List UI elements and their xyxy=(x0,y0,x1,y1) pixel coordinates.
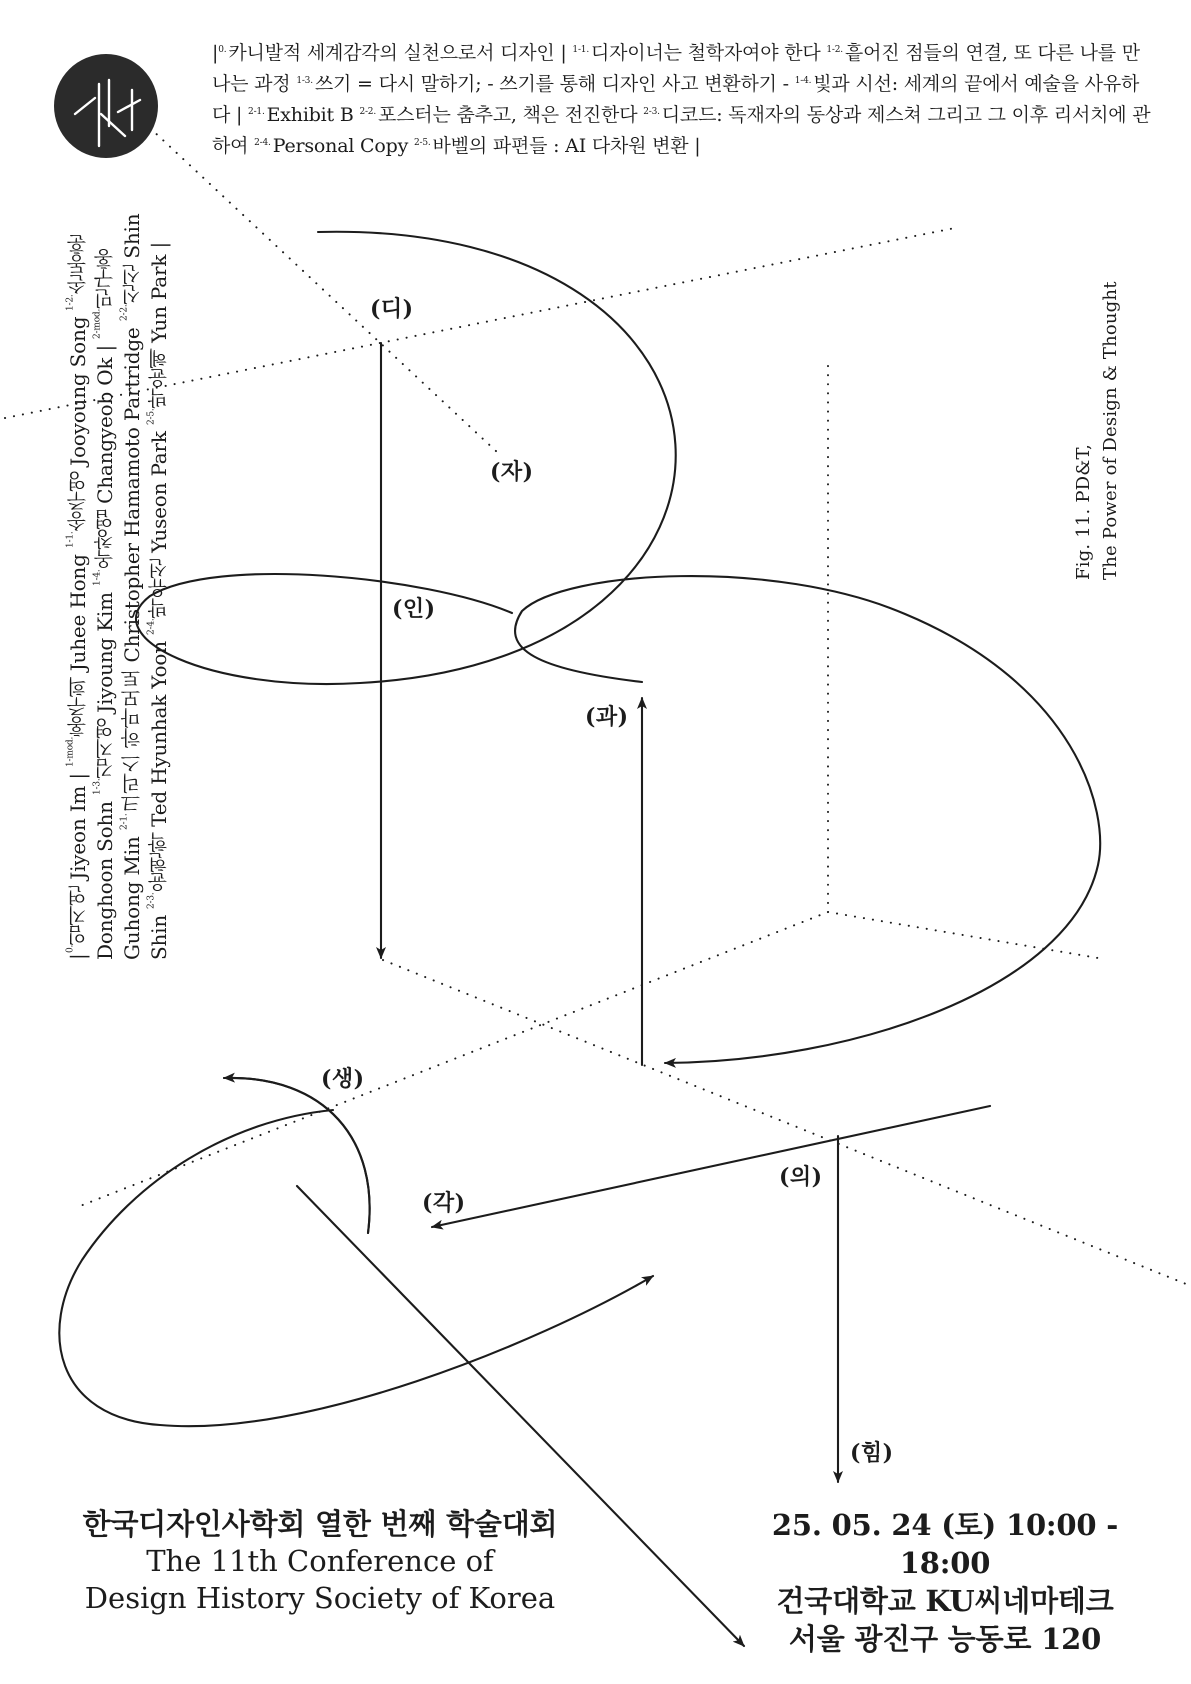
topic-text: 디자이너는 철학자여야 한다 xyxy=(590,42,821,64)
topic-item xyxy=(414,135,701,157)
word-him: (힘) xyxy=(850,1440,894,1466)
speaker-number: 1-1. xyxy=(65,531,76,549)
speaker-item xyxy=(66,773,90,960)
speaker-number: 1-mod. xyxy=(65,736,76,767)
arrow-gak-left xyxy=(432,1106,990,1227)
word-saeng: (생) xyxy=(321,1066,365,1092)
speaker-text: 윤현학 Ted Hyunhak Yoon xyxy=(147,640,171,893)
speaker-item xyxy=(147,641,171,909)
topic-lead-bar: | xyxy=(212,42,219,64)
topic-separator: | xyxy=(694,135,701,157)
speaker-text: 임지연 Jiyeon Im xyxy=(66,785,90,946)
topic-text: 디코드: 독재자의 동상과 제스쳐 그리고 그 이후 리서치에 관하여 xyxy=(212,104,1151,157)
word-gwa: (과) xyxy=(585,704,629,730)
speaker-item xyxy=(93,345,117,586)
speaker-text: 김지영 Jiyoung Kim xyxy=(93,592,117,779)
topic-number: 0. xyxy=(218,44,227,55)
speaker-number: 1-4. xyxy=(92,569,103,586)
speaker-text: 옥창엽 Changyeob Ok xyxy=(93,357,117,570)
speaker-text: 민구홍 Guhong Min xyxy=(93,249,144,960)
topic-item xyxy=(359,104,637,126)
topic-item xyxy=(248,104,354,126)
conference-title-ko: 한국디자인사학회 열한 번째 학술대회 xyxy=(82,1507,558,1541)
topic-separator: | xyxy=(236,104,243,126)
dotted-corner-left xyxy=(75,912,828,1208)
topic-text: Exhibit B xyxy=(266,104,354,126)
curve-saeng-loop xyxy=(59,1078,653,1426)
speaker-list xyxy=(65,200,173,960)
figure-caption xyxy=(1070,250,1124,580)
topic-number: 2-2. xyxy=(359,106,376,117)
word-ja: (자) xyxy=(490,459,534,485)
topic-text: 쓰기 = 다시 말하기; - 쓰기를 통해 디자인 사고 변환하기 - xyxy=(314,73,789,95)
topic-number: 1-4. xyxy=(794,75,812,86)
conference-title-en-1: The 11th Conference of xyxy=(146,1544,494,1578)
speaker-item xyxy=(147,242,171,425)
speaker-number: 1-3. xyxy=(92,778,103,795)
speaker-text: 크리스 하마모토 Christopher Hamamoto Partridge xyxy=(120,327,144,814)
speaker-number: 2-4. xyxy=(146,618,157,635)
dotted-diagonal-lower xyxy=(383,960,1191,1286)
speaker-lead-bar: | xyxy=(66,953,90,960)
arrow-saeng-tip xyxy=(224,1078,370,1233)
speaker-number: 2-3. xyxy=(146,892,157,909)
topic-text: 포스터는 춤추고, 책은 전진한다 xyxy=(378,104,638,126)
topic-number: 2-1. xyxy=(248,106,265,117)
speaker-text: 홍주희 Juhee Hong xyxy=(66,554,90,737)
event-address: 서울 광진구 능동로 120 xyxy=(788,1622,1102,1656)
topic-item xyxy=(572,42,820,64)
topic-item xyxy=(212,42,567,64)
speaker-text: 송주영 Jooyoung Song xyxy=(66,316,90,532)
topic-number: 2-3. xyxy=(643,106,660,117)
topic-number: 2-4. xyxy=(254,137,271,148)
topic-text: Personal Copy xyxy=(272,135,409,157)
conference-title xyxy=(40,1506,600,1617)
speaker-number: 2-2. xyxy=(119,304,130,322)
topic-number: 2-5. xyxy=(413,137,431,148)
figure-caption-line2: The Power of Design & Thought xyxy=(1100,281,1121,580)
speaker-number: 2-5. xyxy=(146,408,157,425)
topic-number: 1-1. xyxy=(572,44,589,55)
conference-title-en-2: Design History Society of Korea xyxy=(84,1581,556,1615)
speaker-number: 2-mod. xyxy=(92,308,103,339)
word-ui: (의) xyxy=(779,1164,823,1190)
topic-item xyxy=(296,73,789,95)
event-datetime: 25. 05. 24 (토) 10:00 - 18:00 xyxy=(771,1508,1119,1580)
word-in: (인) xyxy=(392,596,436,622)
figure-caption-line1: Fig. 11. PD&T, xyxy=(1073,443,1094,580)
topic-text: 흩어진 점들의 연결, 또 다른 나를 만나는 과정 xyxy=(212,42,1140,95)
speaker-text: 박윤혜 Yun Park xyxy=(147,254,171,409)
speaker-text: 신신 Shin Shin xyxy=(120,214,171,960)
topic-number: 1-2. xyxy=(826,44,843,55)
session-topics xyxy=(212,38,1152,162)
speaker-separator: | xyxy=(93,344,117,352)
speaker-item xyxy=(120,328,144,831)
speaker-separator: | xyxy=(147,241,171,249)
topic-item xyxy=(254,135,408,157)
speaker-number: 1-2. xyxy=(65,294,76,311)
speaker-text: 손동훈 Donghoon Sohn xyxy=(66,234,117,960)
speaker-item xyxy=(66,317,90,548)
event-venue: 건국대학교 KU씨네마테크 xyxy=(776,1584,1114,1618)
topic-separator: | xyxy=(560,42,567,64)
dhsk-monogram-icon xyxy=(54,54,158,158)
topic-text: 바벨의 파편들 : AI 다차원 변환 xyxy=(432,135,689,157)
topic-text: 카니발적 세계감각의 실천으로서 디자인 xyxy=(228,42,555,64)
speaker-item xyxy=(66,554,90,767)
speaker-item xyxy=(93,592,117,795)
society-logo xyxy=(54,54,158,158)
speaker-separator: | xyxy=(66,773,90,780)
event-info xyxy=(745,1506,1145,1658)
word-di: (디) xyxy=(370,296,414,322)
speaker-text: 박유선 Yuseon Park xyxy=(147,430,171,619)
dotted-diagonal-logo xyxy=(150,128,497,452)
topic-number: 1-3. xyxy=(296,75,313,86)
speaker-item xyxy=(147,431,171,635)
topic-text: 빛과 시선: 세계의 끝에서 예술을 사유하다 xyxy=(212,73,1140,126)
speaker-number: 2-1. xyxy=(119,813,130,831)
speaker-number: 0. xyxy=(65,945,76,954)
curve-gwa-loop xyxy=(515,576,1100,1063)
word-gak: (각) xyxy=(422,1190,466,1216)
